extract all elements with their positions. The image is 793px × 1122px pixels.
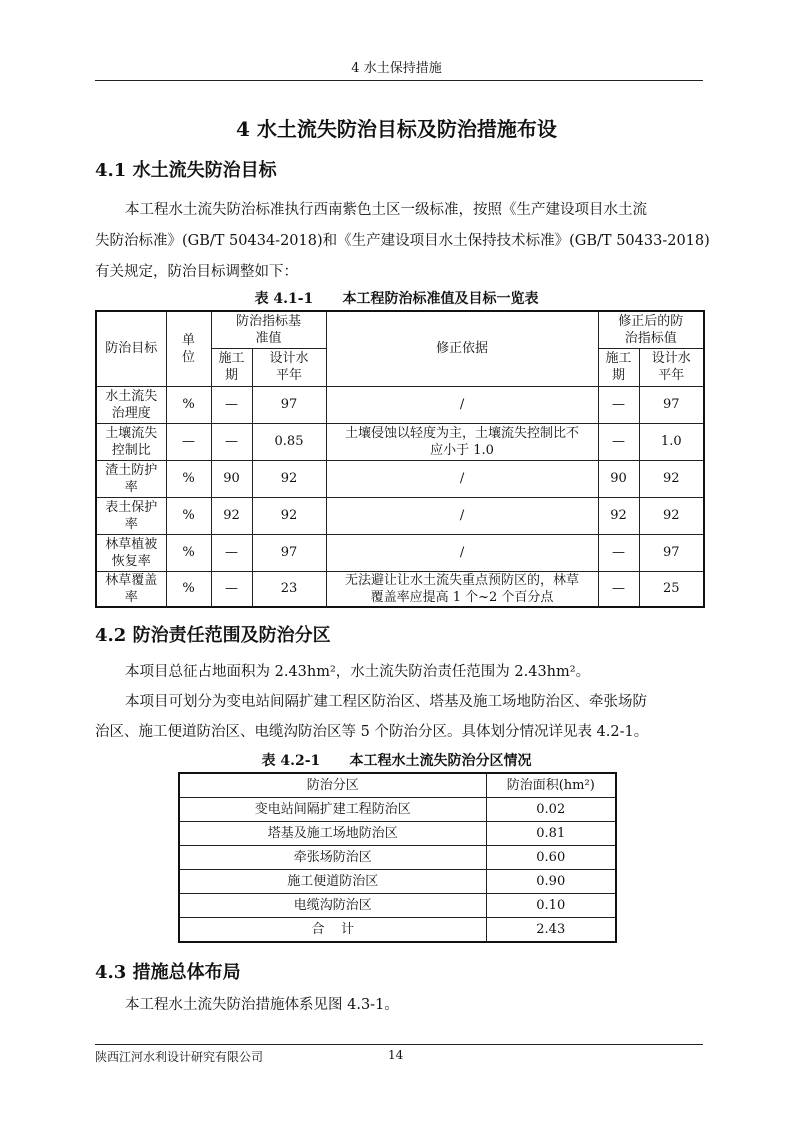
cell-area: 0.60 — [486, 846, 616, 870]
cell-zone: 电缆沟防治区 — [179, 894, 486, 918]
table-caption-4-2-1: 表 4.2-1 本工程水土流失防治分区情况 — [261, 753, 532, 769]
header-unit: 单位 — [166, 311, 211, 386]
table-row — [179, 822, 616, 846]
cell-corr-construction: — — [598, 534, 639, 571]
cell-unit: % — [166, 571, 211, 607]
cell-base-construction: — — [211, 571, 252, 607]
cell-target: 林草植被恢复率 — [96, 534, 166, 571]
paragraph-line: 本项目总征占地面积为 2.43hm²，水土流失防治责任范围为 2.43hm²。 — [125, 664, 591, 680]
cell-area: 0.10 — [486, 894, 616, 918]
cell-base-design: 23 — [252, 571, 326, 607]
cell-base-design: 92 — [252, 497, 326, 534]
paragraph-line: 本工程水土流失防治标准执行西南紫色土区一级标准，按照《生产建设项目水土流 — [125, 202, 647, 218]
cell-base-design: 0.85 — [252, 423, 326, 460]
cell-base-design: 97 — [252, 386, 326, 423]
chapter-title: 4 水土流失防治目标及防治措施布设 — [236, 117, 557, 141]
cell-corr-design: 25 — [639, 571, 704, 607]
header-zone: 防治分区 — [179, 773, 486, 798]
cell-base-design: 97 — [252, 534, 326, 571]
cell-corr-construction: — — [598, 386, 639, 423]
table-row — [96, 386, 704, 423]
cell-basis: 土壤侵蚀以轻度为主，土壤流失控制比不应小于 1.0 — [326, 423, 598, 460]
table-caption-4-1-1: 表 4.1-1 本工程防治标准值及目标一览表 — [254, 291, 539, 307]
cell-zone: 变电站间隔扩建工程防治区 — [179, 798, 486, 822]
cell-target: 渣土防护率 — [96, 460, 166, 497]
section-heading-4-3: 4.3 措施总体布局 — [95, 962, 241, 983]
section-heading-4-1: 4.1 水土流失防治目标 — [95, 160, 277, 181]
cell-base-design: 92 — [252, 460, 326, 497]
cell-unit: % — [166, 386, 211, 423]
cell-basis: 无法避让让水土流失重点预防区的，林草覆盖率应提高 1 个~2 个百分点 — [326, 571, 598, 607]
section-heading-4-2: 4.2 防治责任范围及防治分区 — [95, 625, 331, 646]
running-header: 4 水土保持措施 — [351, 61, 442, 76]
header-rule — [95, 80, 703, 81]
cell-corr-construction: 92 — [598, 497, 639, 534]
header-basis: 修正依据 — [326, 311, 598, 386]
cell-unit: % — [166, 460, 211, 497]
cell-zone: 牵张场防治区 — [179, 846, 486, 870]
cell-target: 水土流失治理度 — [96, 386, 166, 423]
table-row — [179, 846, 616, 870]
cell-base-construction: — — [211, 423, 252, 460]
header-baseline: 防治指标基准值 — [211, 311, 326, 348]
cell-area: 0.90 — [486, 870, 616, 894]
cell-zone: 施工便道防治区 — [179, 870, 486, 894]
paragraph-line: 失防治标准》(GB/T 50434-2018)和《生产建设项目水土保持技术标准》(GB/T 50433-2018) — [95, 233, 710, 249]
cell-area: 2.43 — [486, 918, 616, 943]
cell-corr-construction: 90 — [598, 460, 639, 497]
cell-area: 0.81 — [486, 822, 616, 846]
table-row — [179, 798, 616, 822]
cell-unit: % — [166, 534, 211, 571]
header-corr-construction: 施工期 — [598, 348, 639, 386]
cell-basis: / — [326, 386, 598, 423]
header-base-construction: 施工期 — [211, 348, 252, 386]
cell-target: 林草覆盖率 — [96, 571, 166, 607]
cell-corr-design: 1.0 — [639, 423, 704, 460]
cell-base-construction: — — [211, 386, 252, 423]
cell-basis: / — [326, 460, 598, 497]
paragraph-line: 有关规定，防治目标调整如下： — [95, 264, 298, 280]
cell-base-construction: — — [211, 534, 252, 571]
paragraph-line: 本工程水土流失防治措施体系见图 4.3-1。 — [125, 997, 399, 1013]
cell-corr-design: 97 — [639, 386, 704, 423]
cell-base-construction: 90 — [211, 460, 252, 497]
table-row — [96, 571, 704, 607]
table-row — [96, 423, 704, 460]
table-row — [179, 894, 616, 918]
paragraph-line: 治区、施工便道防治区、电缆沟防治区等 5 个防治分区。具体划分情况详见表 4.2-1。 — [95, 724, 649, 740]
table-row — [179, 870, 616, 894]
cell-corr-construction: — — [598, 571, 639, 607]
targets-table — [95, 310, 705, 608]
table-row — [96, 460, 704, 497]
cell-corr-design: 97 — [639, 534, 704, 571]
header-corr-design-year: 设计水平年 — [639, 348, 704, 386]
cell-unit: % — [166, 497, 211, 534]
header-target: 防治目标 — [96, 311, 166, 386]
cell-corr-design: 92 — [639, 460, 704, 497]
cell-basis: / — [326, 497, 598, 534]
page-number: 14 — [388, 1048, 404, 1062]
header-corrected: 修正后的防治指标值 — [598, 311, 704, 348]
cell-unit: — — [166, 423, 211, 460]
paragraph-line: 本项目可划分为变电站间隔扩建工程区防治区、塔基及施工场地防治区、牵张场防 — [125, 694, 647, 710]
cell-zone: 合 计 — [179, 918, 486, 943]
table-row — [96, 497, 704, 534]
cell-basis: / — [326, 534, 598, 571]
zones-table — [178, 772, 617, 943]
header-area: 防治面积(hm²) — [486, 773, 616, 798]
cell-target: 土壤流失控制比 — [96, 423, 166, 460]
cell-base-construction: 92 — [211, 497, 252, 534]
cell-target: 表土保护率 — [96, 497, 166, 534]
header-base-design-year: 设计水平年 — [252, 348, 326, 386]
cell-corr-design: 92 — [639, 497, 704, 534]
table-row — [96, 534, 704, 571]
table-row — [179, 918, 616, 943]
cell-zone: 塔基及施工场地防治区 — [179, 822, 486, 846]
footer-company: 陕西江河水利设计研究有限公司 — [95, 1050, 264, 1064]
footer-rule — [95, 1044, 703, 1045]
cell-area: 0.02 — [486, 798, 616, 822]
cell-corr-construction: — — [598, 423, 639, 460]
